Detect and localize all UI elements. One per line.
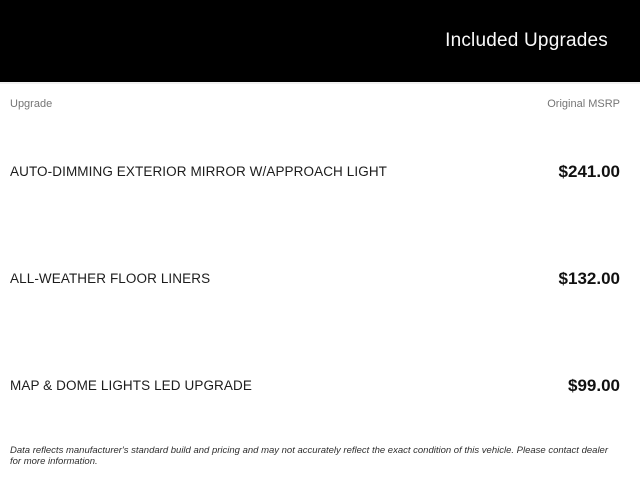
table-body <box>10 118 620 439</box>
table-row <box>10 332 620 439</box>
disclaimer-text: Data reflects manufacturer's standard build and pricing and may not accurately reflect the exact condition of this vehicle. Please contact dealer for more information. <box>10 445 608 467</box>
table-column-headers <box>10 84 620 111</box>
upgrade-price: $99.00 <box>568 375 620 395</box>
table-row <box>10 225 620 332</box>
page-title: Included Upgrades <box>445 30 608 51</box>
column-header-msrp: Original MSRP <box>547 98 620 110</box>
header-bar <box>0 0 640 82</box>
upgrade-name: AUTO-DIMMING EXTERIOR MIRROR W/APPROACH LIGHT <box>10 164 388 179</box>
upgrade-price: $132.00 <box>558 268 620 288</box>
upgrades-table <box>0 84 640 467</box>
table-row <box>10 118 620 225</box>
upgrade-name: MAP & DOME LIGHTS LED UPGRADE <box>10 378 252 393</box>
column-header-upgrade: Upgrade <box>10 98 53 110</box>
upgrade-name: ALL-WEATHER FLOOR LINERS <box>10 271 211 286</box>
upgrade-price: $241.00 <box>558 161 620 181</box>
